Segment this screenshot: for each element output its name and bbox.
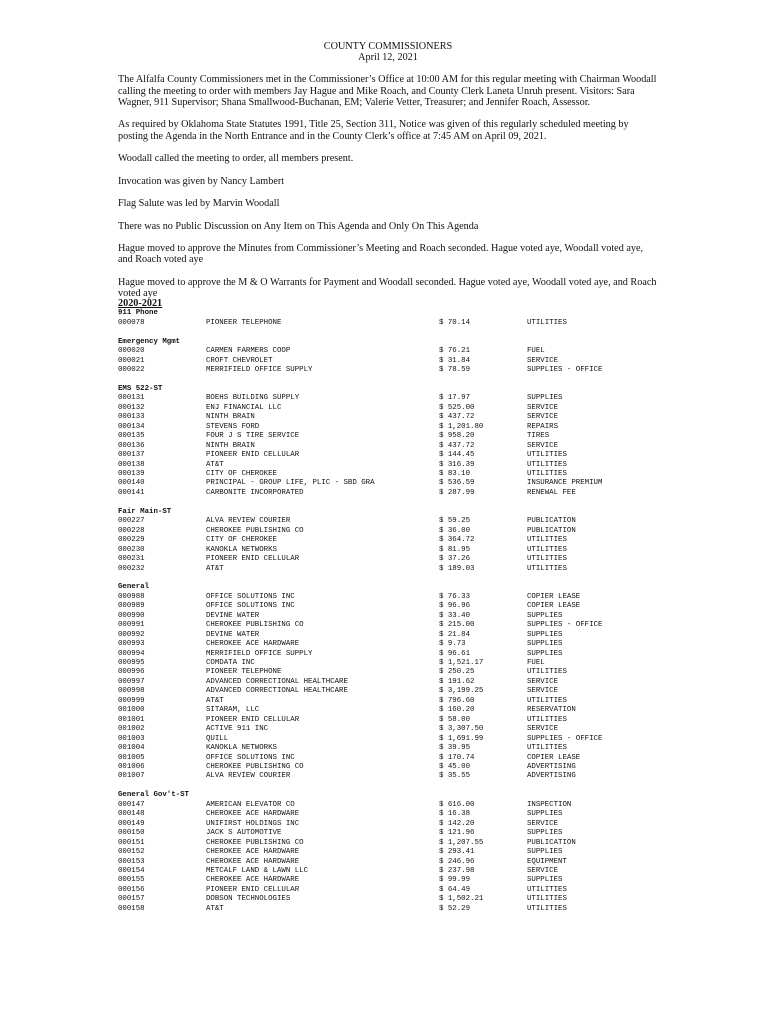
vendor-name: CARBONITE INCORPORATED (206, 488, 304, 497)
warrant-number: 001002 (118, 725, 145, 734)
vendor-name: PIONEER TELEPHONE (206, 668, 282, 677)
vendor-name: METCALF LAND & LAWN LLC (206, 866, 309, 875)
warrant-description: RESERVATION (527, 706, 576, 715)
warrant-row (118, 716, 658, 725)
warrant-description: UTILITIES (527, 555, 567, 564)
warrant-number: 000135 (118, 432, 145, 441)
warrant-amount: $ 64.49 (439, 885, 471, 894)
warrant-description: SERVICE (527, 677, 559, 686)
minutes-body (118, 74, 658, 309)
warrant-description: SUPPLIES (527, 848, 563, 857)
vendor-name: CHEROKEE ACE HARDWARE (206, 876, 300, 885)
warrant-amount: $ 9.73 (439, 640, 466, 649)
fund-section (118, 309, 658, 328)
warrant-description: UTILITIES (527, 318, 567, 327)
warrant-number: 000990 (118, 611, 145, 620)
vendor-name: FOUR J S TIRE SERVICE (206, 432, 300, 441)
vendor-name: SITARAM, LLC (206, 706, 260, 715)
vendor-name: ALVA REVIEW COURIER (206, 517, 291, 526)
warrant-row (118, 366, 658, 375)
warrant-amount: $ 52.29 (439, 904, 471, 913)
warrant-description: UTILITIES (527, 545, 567, 554)
warrant-row (118, 687, 658, 696)
warrant-row (118, 593, 658, 602)
warrant-number: 000995 (118, 659, 145, 668)
warrant-row (118, 555, 658, 564)
warrant-description: FUEL (527, 659, 545, 668)
warrant-amount: $ 364.72 (439, 536, 475, 545)
warrant-description: UTILITIES (527, 668, 567, 677)
minutes-motion-paragraph: Hague moved to approve the Minutes from Commissioner’s Meeting and Roach seconded. Hague voted aye, Woodall voted aye, and Roach voted aye (118, 243, 644, 266)
warrant-amount: $ 189.03 (439, 564, 475, 573)
warrant-number: 000999 (118, 696, 145, 705)
vendor-name: ALVA REVIEW COURIER (206, 772, 291, 781)
vendor-name: JACK S AUTOMOTIVE (206, 829, 282, 838)
warrant-description: UTILITIES (527, 715, 567, 724)
warrant-row (118, 423, 658, 432)
vendor-name: CITY OF CHEROKEE (206, 536, 277, 545)
vendor-name: DEVINE WATER (206, 630, 260, 639)
warrant-description: PUBLICATION (527, 517, 576, 526)
invocation-paragraph: Invocation was given by Nancy Lambert (118, 175, 285, 187)
warrant-description: UTILITIES (527, 451, 567, 460)
vendor-name: PIONEER ENID CELLULAR (206, 715, 300, 724)
warrant-number: 000141 (118, 488, 145, 497)
warrant-amount: $ 170.74 (439, 753, 475, 762)
warrant-amount: $ 144.45 (439, 451, 475, 460)
attendance-paragraph: The Alfalfa County Commissioners met in the Commissioner’s Office at 10:00 AM for this regular meeting with Chairman Woodall calling the meeting to order with members Jay Hague and Mike Roach, and County Clerk Laneta Unruh present. Visitors: Sara Wagner, 911 Supervisor; Shana Smallwood-Buchanan, EM; Valerie Vetter, Treasurer; and Jennifer Roach, Assessor. (118, 74, 657, 108)
warrant-row (118, 394, 658, 403)
warrant-row (118, 829, 658, 838)
warrant-row (118, 631, 658, 640)
warrant-number: 000147 (118, 800, 145, 809)
warrant-number: 000150 (118, 829, 145, 838)
warrant-number: 000991 (118, 621, 145, 630)
warrant-amount: $ 1,201.80 (439, 422, 484, 431)
warrant-number: 000152 (118, 848, 145, 857)
warrant-row (118, 668, 658, 677)
warrant-row (118, 858, 658, 867)
warrant-amount: $ 215.00 (439, 621, 475, 630)
vendor-name: AT&T (206, 564, 224, 573)
vendor-name: PIONEER TELEPHONE (206, 318, 282, 327)
warrant-row (118, 735, 658, 744)
warrant-amount: $ 70.14 (439, 318, 471, 327)
warrant-number: 000156 (118, 885, 145, 894)
vendor-name: ACTIVE 911 INC (206, 725, 269, 734)
vendor-name: CHEROKEE ACE HARDWARE (206, 857, 300, 866)
meeting-date: April 12, 2021 (358, 52, 418, 64)
vendor-name: UNIFIRST HOLDINGS INC (206, 819, 300, 828)
vendor-name: MERRIFIELD OFFICE SUPPLY (206, 366, 313, 375)
warrant-description: PUBLICATION (527, 838, 576, 847)
vendor-name: DOBSON TECHNOLOGIES (206, 895, 291, 904)
fund-title: Emergency Mgmt (118, 337, 181, 346)
warrant-amount: $ 160.20 (439, 706, 475, 715)
warrant-number: 000998 (118, 687, 145, 696)
warrant-amount: $ 1,521.17 (439, 659, 484, 668)
warrant-number: 000138 (118, 460, 145, 469)
warrant-amount: $ 99.99 (439, 876, 471, 885)
warrant-description: FUEL (527, 347, 545, 356)
warrant-amount: $ 16.38 (439, 810, 471, 819)
warrant-number: 000131 (118, 394, 145, 403)
warrant-amount: $ 1,502.21 (439, 895, 484, 904)
warrant-amount: $ 316.39 (439, 460, 475, 469)
warrant-row (118, 470, 658, 479)
vendor-name: OFFICE SOLUTIONS INC (206, 602, 295, 611)
fiscal-year-heading: 2020-2021 (118, 298, 163, 310)
warrant-amount: $ 76.21 (439, 347, 471, 356)
warrant-number: 000230 (118, 545, 145, 554)
warrant-amount: $ 78.59 (439, 366, 471, 375)
warrant-row (118, 536, 658, 545)
warrant-amount: $ 81.95 (439, 545, 471, 554)
warrant-amount: $ 3,199.25 (439, 687, 484, 696)
warrant-amount: $ 36.00 (439, 526, 471, 535)
warrant-row (118, 678, 658, 687)
warrant-amount: $ 35.55 (439, 772, 471, 781)
warrant-number: 000149 (118, 819, 145, 828)
fund-title: 911 Phone (118, 309, 158, 318)
warrant-description: UTILITIES (527, 564, 567, 573)
warrant-row (118, 461, 658, 470)
warrant-number: 000153 (118, 857, 145, 866)
warrant-description: ADVERTISING (527, 772, 576, 781)
fund-title: General Gov't-ST (118, 791, 189, 800)
warrant-description: SUPPLIES - OFFICE (527, 734, 603, 743)
warrant-row (118, 725, 658, 734)
vendor-name: CHEROKEE PUBLISHING CO (206, 621, 304, 630)
vendor-name: DEVINE WATER (206, 611, 260, 620)
warrant-description: SERVICE (527, 687, 559, 696)
vendor-name: PIONEER ENID CELLULAR (206, 451, 300, 460)
warrant-number: 000231 (118, 555, 145, 564)
fund-section (118, 791, 658, 914)
vendor-name: CROFT CHEVROLET (206, 356, 273, 365)
warrant-row (118, 650, 658, 659)
vendor-name: KANOKLA NETWORKS (206, 744, 277, 753)
warrant-description: EQUIPMENT (527, 857, 567, 866)
warrant-row (118, 451, 658, 460)
warrant-row (118, 876, 658, 885)
warrant-number: 001001 (118, 715, 145, 724)
warrant-amount: $ 142.20 (439, 819, 475, 828)
warrant-row (118, 659, 658, 668)
warrant-row (118, 442, 658, 451)
warrant-number: 000021 (118, 356, 145, 365)
warrant-number: 001003 (118, 734, 145, 743)
warrant-row (118, 546, 658, 555)
warrant-row (118, 886, 658, 895)
warrant-number: 001005 (118, 753, 145, 762)
warrant-row (118, 347, 658, 356)
fund-section (118, 508, 658, 574)
vendor-name: KANOKLA NETWORKS (206, 545, 277, 554)
vendor-name: CHEROKEE PUBLISHING CO (206, 763, 304, 772)
warrant-row (118, 905, 658, 914)
warrant-row (118, 801, 658, 810)
warrant-amount: $ 83.10 (439, 470, 471, 478)
warrant-amount: $ 796.60 (439, 696, 475, 705)
warrant-description: SERVICE (527, 356, 559, 365)
warrant-amount: $ 437.72 (439, 441, 475, 450)
vendor-name: MERRIFIELD OFFICE SUPPLY (206, 649, 313, 658)
warrant-amount: $ 96.96 (439, 602, 471, 611)
flag-salute-paragraph: Flag Salute was led by Marvin Woodall (118, 198, 280, 210)
warrant-amount: $ 536.59 (439, 479, 475, 488)
warrant-row (118, 612, 658, 621)
warrant-description: SUPPLIES (527, 649, 563, 658)
vendor-name: AT&T (206, 696, 224, 705)
warrant-number: 000993 (118, 640, 145, 649)
vendor-name: COMDATA INC (206, 659, 255, 668)
vendor-name: ADVANCED CORRECTIONAL HEALTHCARE (206, 677, 348, 686)
warrant-description: PUBLICATION (527, 526, 576, 535)
warrant-description: SUPPLIES (527, 810, 563, 819)
vendor-name: AT&T (206, 460, 224, 469)
warrant-amount: $ 39.95 (439, 744, 471, 753)
warrant-amount: $ 250.25 (439, 668, 475, 677)
warrant-description: UTILITIES (527, 904, 567, 913)
warrant-description: REPAIRS (527, 422, 559, 431)
warrant-description: SERVICE (527, 819, 559, 828)
warrant-row (118, 820, 658, 829)
warrant-description: SUPPLIES (527, 394, 563, 403)
warrant-amount: $ 37.26 (439, 555, 471, 564)
warrant-number: 000148 (118, 810, 145, 819)
document-title: COUNTY COMMISSIONERS (323, 41, 453, 52)
warrant-number: 000134 (118, 422, 145, 431)
warrant-amount: $ 21.84 (439, 630, 471, 639)
warrant-number: 001004 (118, 744, 145, 753)
warrant-number: 000022 (118, 366, 145, 375)
vendor-name: BOEHS BUILDING SUPPLY (206, 394, 300, 403)
vendor-name: NINTH BRAIN (206, 413, 255, 422)
warrant-amount: $ 293.41 (439, 848, 475, 857)
warrant-description: UTILITIES (527, 895, 567, 904)
warrant-amount: $ 3,307.50 (439, 725, 484, 734)
vendor-name: PIONEER ENID CELLULAR (206, 555, 300, 564)
warrant-row (118, 565, 658, 574)
warrant-row (118, 489, 658, 498)
warrant-amount: $ 31.84 (439, 356, 471, 365)
warrant-description: SUPPLIES - OFFICE (527, 621, 603, 630)
warrant-description: INSPECTION (527, 800, 572, 809)
warrant-description: SUPPLIES (527, 630, 563, 639)
vendor-name: ENJ FINANCIAL LLC (206, 403, 282, 412)
warrant-description: UTILITIES (527, 470, 567, 478)
warrant-description: UTILITIES (527, 885, 567, 894)
warrant-number: 000988 (118, 592, 145, 601)
warrant-description: RENEWAL FEE (527, 488, 576, 497)
warrant-amount: $ 59.25 (439, 517, 471, 526)
warrant-description: ADVERTISING (527, 763, 576, 772)
warrant-amount: $ 76.33 (439, 592, 471, 601)
warrant-number: 000157 (118, 895, 145, 904)
warrant-number: 000140 (118, 479, 145, 488)
warrant-description: SERVICE (527, 866, 559, 875)
warrant-description: UTILITIES (527, 460, 567, 469)
warrant-number: 000151 (118, 838, 145, 847)
warrant-row (118, 413, 658, 422)
warrant-description: COPIER LEASE (527, 602, 581, 611)
warrant-amount: $ 191.62 (439, 677, 475, 686)
warrant-number: 000158 (118, 904, 145, 913)
vendor-name: PIONEER ENID CELLULAR (206, 885, 300, 894)
vendor-name: AMERICAN ELEVATOR CO (206, 800, 295, 809)
warrant-description: SERVICE (527, 441, 559, 450)
warrant-row (118, 848, 658, 857)
warrant-number: 000228 (118, 526, 145, 535)
warrant-amount: $ 958.20 (439, 432, 475, 441)
warrant-row (118, 621, 658, 630)
warrant-amount: $ 437.72 (439, 413, 475, 422)
warrant-number: 000136 (118, 441, 145, 450)
warrant-row (118, 744, 658, 753)
call-to-order-paragraph: Woodall called the meeting to order, all members present. (118, 153, 354, 165)
warrant-amount: $ 1,207.55 (439, 838, 484, 847)
warrant-number: 001007 (118, 772, 145, 781)
public-discussion-paragraph: There was no Public Discussion on Any Item on This Agenda and Only On This Agenda (118, 220, 479, 232)
vendor-name: PRINCIPAL - GROUP LIFE, PLIC - SBD GRA (206, 479, 375, 488)
vendor-name: CHEROKEE ACE HARDWARE (206, 810, 300, 819)
warrant-row (118, 602, 658, 611)
warrant-description: SERVICE (527, 413, 559, 422)
vendor-name: CHEROKEE PUBLISHING CO (206, 838, 304, 847)
warrant-listing (118, 309, 658, 914)
warrant-description: SUPPLIES (527, 829, 563, 838)
warrant-number: 000997 (118, 677, 145, 686)
vendor-name: NINTH BRAIN (206, 441, 255, 450)
fund-section (118, 385, 658, 498)
warrant-row (118, 319, 658, 328)
warrant-amount: $ 58.00 (439, 715, 471, 724)
warrant-description: INSURANCE PREMIUM (527, 479, 603, 488)
warrant-number: 000139 (118, 470, 145, 478)
warrant-amount: $ 121.96 (439, 829, 475, 838)
vendor-name: OFFICE SOLUTIONS INC (206, 592, 295, 601)
warrant-amount: $ 17.97 (439, 394, 471, 403)
warrant-row (118, 839, 658, 848)
warrant-number: 000229 (118, 536, 145, 545)
warrant-row (118, 706, 658, 715)
document-header (118, 41, 658, 63)
vendor-name: CITY OF CHEROKEE (206, 470, 277, 478)
warrant-number: 000989 (118, 602, 145, 611)
document-page (118, 41, 658, 924)
warrant-row (118, 517, 658, 526)
warrant-amount: $ 616.00 (439, 800, 475, 809)
warrant-number: 000020 (118, 347, 145, 356)
fund-title: General (118, 583, 150, 592)
warrant-description: COPIER LEASE (527, 592, 581, 601)
warrant-number: 001000 (118, 706, 145, 715)
warrant-row (118, 640, 658, 649)
warrants-motion-paragraph: Hague moved to approve the M & O Warrants for Payment and Woodall seconded. Hague voted aye, Woodall voted aye, and Roach voted aye (118, 276, 657, 299)
warrant-row (118, 867, 658, 876)
warrant-description: SUPPLIES - OFFICE (527, 366, 603, 375)
warrant-number: 000133 (118, 413, 145, 422)
warrant-description: SUPPLIES (527, 611, 563, 620)
warrant-number: 000155 (118, 876, 145, 885)
warrant-number: 000996 (118, 668, 145, 677)
warrant-amount: $ 246.96 (439, 857, 475, 866)
warrant-row (118, 895, 658, 904)
warrant-description: SERVICE (527, 725, 559, 734)
vendor-name: ADVANCED CORRECTIONAL HEALTHCARE (206, 687, 348, 696)
vendor-name: STEVENS FORD (206, 422, 260, 431)
warrant-number: 000078 (118, 318, 145, 327)
warrant-row (118, 772, 658, 781)
warrant-number: 000132 (118, 403, 145, 412)
warrant-description: SUPPLIES (527, 876, 563, 885)
warrant-description: UTILITIES (527, 696, 567, 705)
fund-section (118, 338, 658, 376)
warrant-description: UTILITIES (527, 536, 567, 545)
warrant-description: COPIER LEASE (527, 753, 581, 762)
warrant-row (118, 527, 658, 536)
warrant-number: 000154 (118, 866, 145, 875)
vendor-name: CHEROKEE ACE HARDWARE (206, 640, 300, 649)
warrant-number: 000137 (118, 451, 145, 460)
warrant-amount: $ 287.99 (439, 488, 475, 497)
vendor-name: QUILL (206, 734, 229, 743)
warrant-description: SERVICE (527, 403, 559, 412)
warrant-row (118, 810, 658, 819)
fund-section (118, 583, 658, 782)
warrant-description: SUPPLIES (527, 640, 563, 649)
vendor-name: CHEROKEE ACE HARDWARE (206, 848, 300, 857)
warrant-row (118, 404, 658, 413)
vendor-name: CHEROKEE PUBLISHING CO (206, 526, 304, 535)
warrant-row (118, 432, 658, 441)
warrant-description: UTILITIES (527, 744, 567, 753)
notice-paragraph: As required by Oklahoma State Statutes 1991, Title 25, Section 311, Notice was given of this regularly scheduled meeting by posting the Agenda in the North Entrance and in the County Clerk’s office at 7:45 AM on April 09, 2021. (118, 119, 629, 142)
warrant-amount: $ 237.98 (439, 866, 475, 875)
fund-title: EMS 522-ST (118, 384, 163, 393)
vendor-name: CARMEN FARMERS COOP (206, 347, 291, 356)
warrant-number: 000994 (118, 649, 145, 658)
warrant-number: 000227 (118, 517, 145, 526)
warrant-amount: $ 1,691.99 (439, 734, 484, 743)
warrant-amount: $ 33.40 (439, 611, 471, 620)
warrant-description: TIRES (527, 432, 550, 441)
warrant-number: 000992 (118, 630, 145, 639)
warrant-row (118, 479, 658, 488)
vendor-name: OFFICE SOLUTIONS INC (206, 753, 295, 762)
vendor-name: AT&T (206, 904, 224, 913)
warrant-row (118, 763, 658, 772)
fund-title: Fair Main-ST (118, 507, 172, 516)
warrant-amount: $ 45.00 (439, 763, 471, 772)
warrant-number: 000232 (118, 564, 145, 573)
warrant-row (118, 697, 658, 706)
warrant-amount: $ 96.61 (439, 649, 471, 658)
warrant-row (118, 357, 658, 366)
warrant-row (118, 754, 658, 763)
warrant-amount: $ 525.00 (439, 403, 475, 412)
warrant-number: 001006 (118, 763, 145, 772)
